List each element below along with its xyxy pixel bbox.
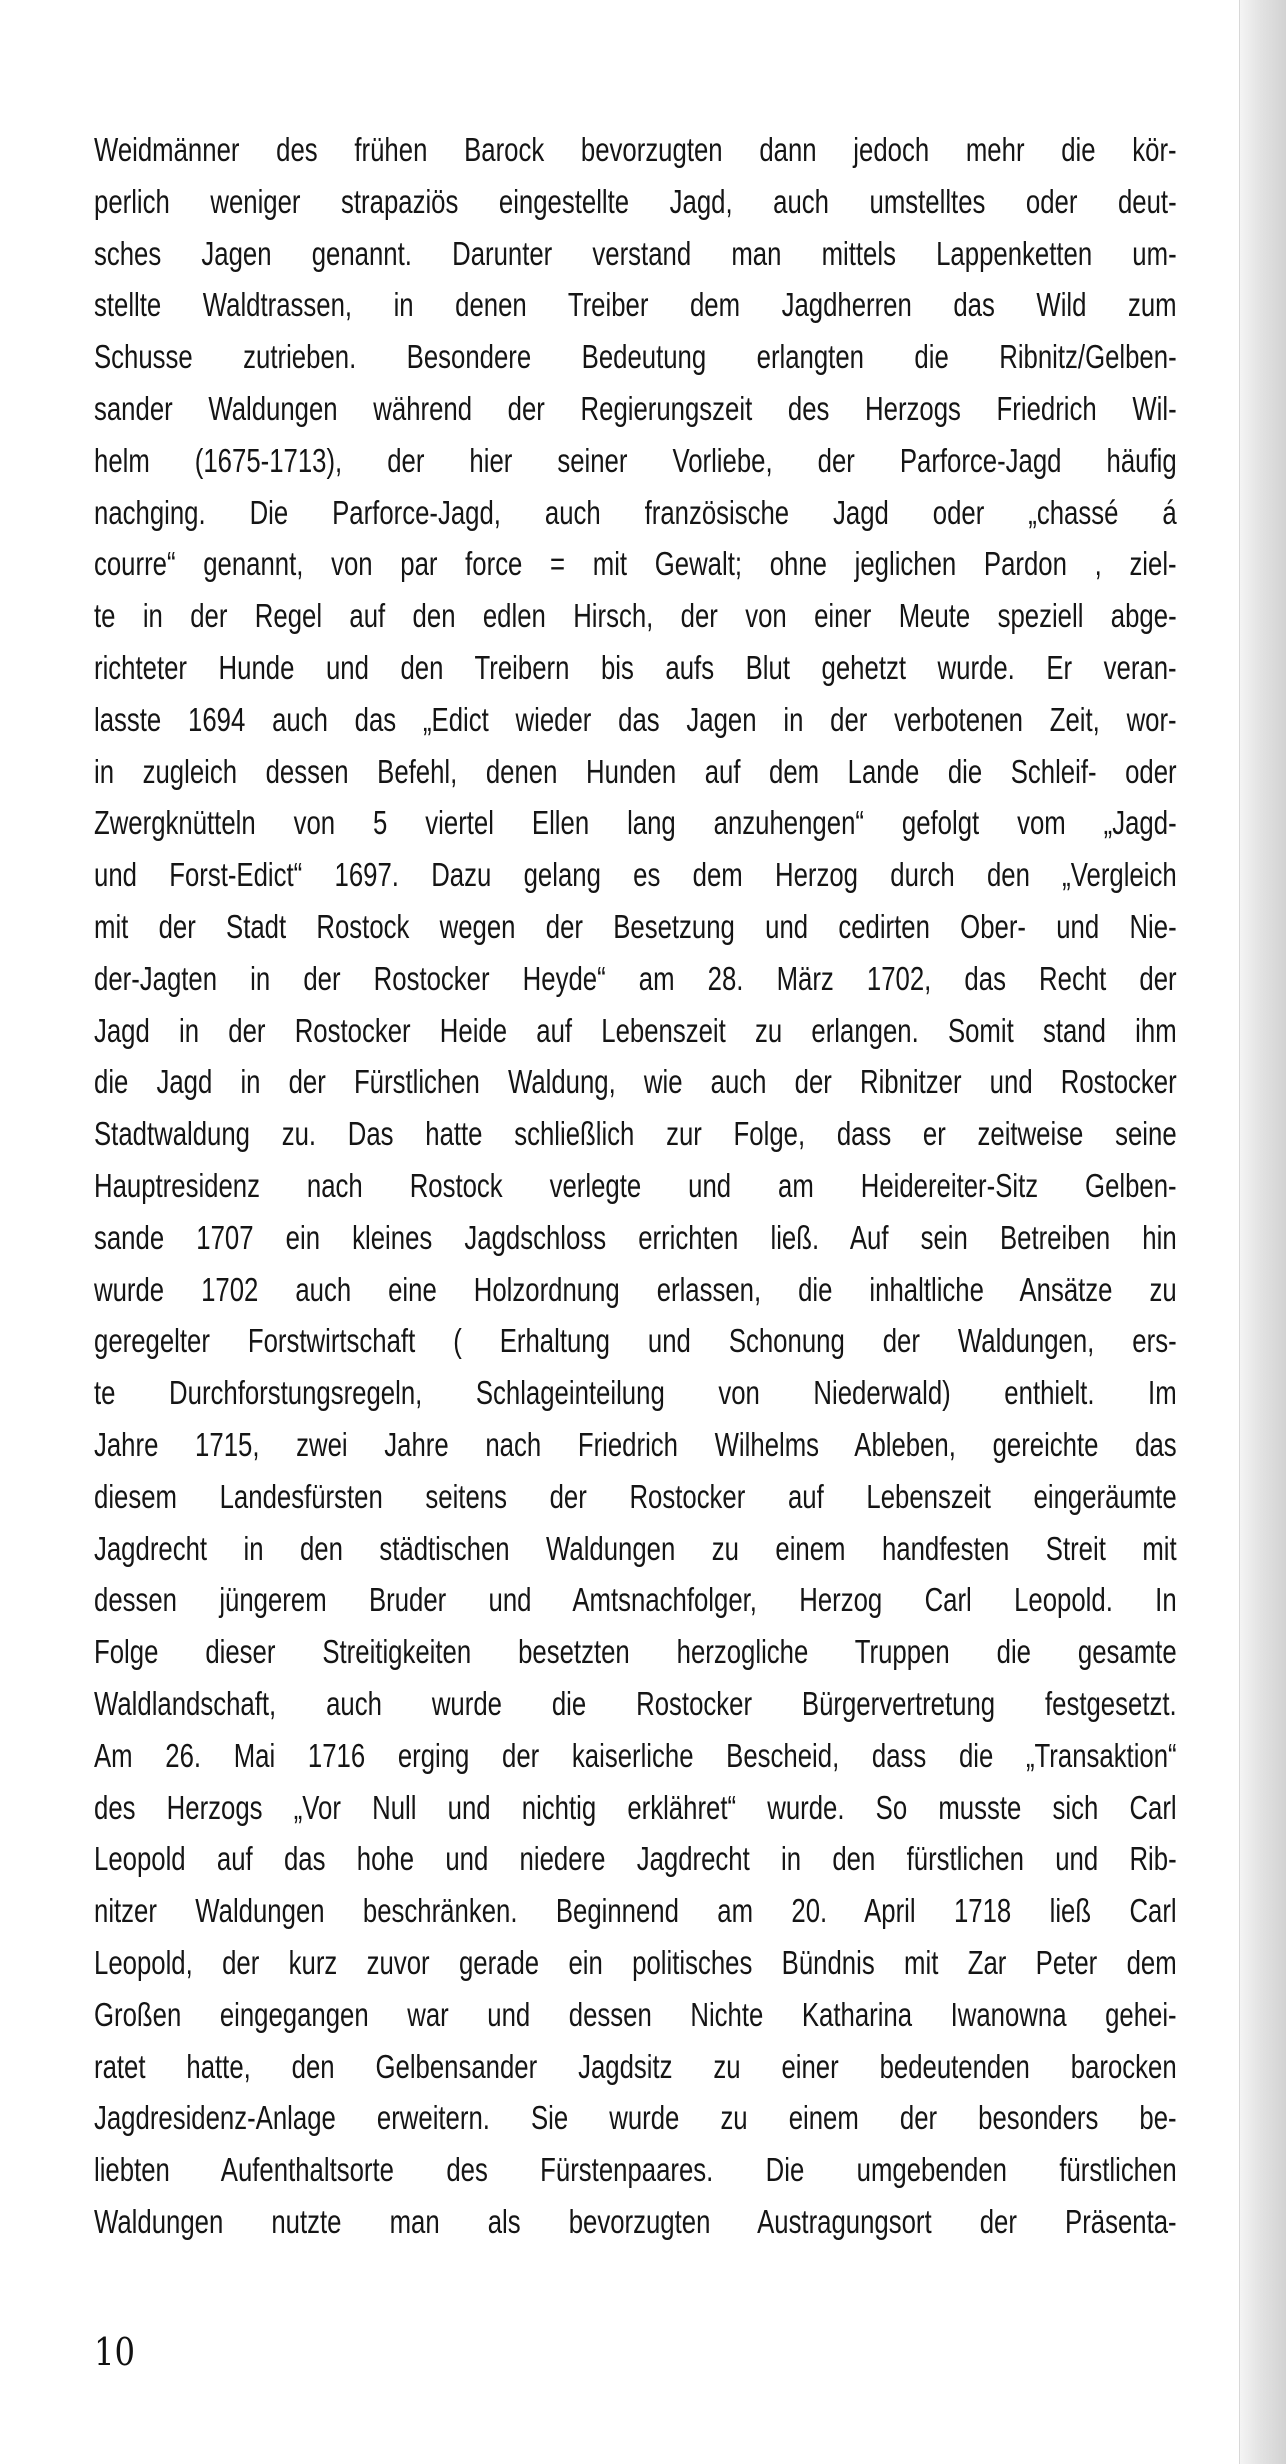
text-line xyxy=(94,383,1177,435)
text-line xyxy=(94,1212,1177,1264)
text-line-content: helm (1675-1713), der hier seiner Vorliebe, der Parforce-Jagd häufig xyxy=(94,441,1177,479)
text-line xyxy=(94,1989,1177,2041)
text-line-content: mit der Stadt Rostock wegen der Besetzung und cedirten Ober- und Nie- xyxy=(94,908,1177,945)
text-line-content: Jahre 1715, zwei Jahre nach Friedrich Wilhelms Ableben, gereichte das xyxy=(94,1426,1177,1463)
text-line xyxy=(94,1419,1177,1471)
text-line xyxy=(94,1005,1177,1057)
text-line xyxy=(94,1937,1177,1989)
text-line xyxy=(94,1056,1177,1108)
text-line-content: richteter Hunde und den Treibern bis aufs Blut gehetzt wurde. Er veran- xyxy=(94,649,1177,686)
text-line-content: wurde 1702 auch eine Holzordnung erlassen, die inhaltliche Ansätze zu xyxy=(94,1270,1177,1308)
text-line-content: die Jagd in der Fürstlichen Waldung, wie auch der Ribnitzer und Rostocker xyxy=(94,1063,1177,1101)
page-edge-shadow xyxy=(1239,0,1286,2464)
page-number: 10 xyxy=(94,2330,136,2374)
text-line-content: Großen eingegangen war und dessen Nichte Katharina Iwanowna gehei- xyxy=(94,1995,1177,2033)
text-line xyxy=(94,1833,1177,1885)
text-line-content: Waldungen nutzte man als bevorzugten Austragungsort der Präsenta- xyxy=(94,2203,1177,2240)
text-line xyxy=(94,2144,1177,2196)
text-line xyxy=(94,331,1177,383)
text-line-content: Jagdresidenz-Anlage erweitern. Sie wurde zu einem der besonders be- xyxy=(94,2099,1177,2137)
body-text xyxy=(94,0,1177,2300)
text-line xyxy=(94,1523,1177,1575)
text-line xyxy=(94,538,1177,590)
text-line-content: sches Jagen genannt. Darunter verstand man mittels Lappenketten um- xyxy=(94,234,1177,272)
text-line xyxy=(94,2092,1177,2144)
text-line xyxy=(94,1730,1177,1782)
text-line-content: des Herzogs „Vor Null und nichtig erklähret“ wurde. So musste sich Carl xyxy=(94,1788,1177,1826)
text-line-content: te in der Regel auf den edlen Hirsch, der von einer Meute speziell abge- xyxy=(94,597,1177,635)
text-line-content: diesem Landesfürsten seitens der Rostocker auf Lebenszeit eingeräumte xyxy=(94,1477,1177,1515)
text-line xyxy=(94,1264,1177,1316)
text-line xyxy=(94,2041,1177,2093)
text-line-content: Weidmänner des frühen Barock bevorzugten dann jedoch mehr die kör- xyxy=(94,131,1177,168)
text-line-content: te Durchforstungsregeln, Schlageinteilung von Niederwald) enthielt. Im xyxy=(94,1374,1177,1412)
text-line-content: Hauptresidenz nach Rostock verlegte und am Heidereiter-Sitz Gelben- xyxy=(94,1167,1177,1204)
text-line xyxy=(94,1160,1177,1212)
text-line-content: lasste 1694 auch das „Edict wieder das Jagen in der verbotenen Zeit, wor- xyxy=(94,700,1177,738)
text-line-content: nachging. Die Parforce-Jagd, auch französische Jagd oder „chassé á xyxy=(94,493,1177,531)
text-line-content: Waldlandschaft, auch wurde die Rostocker Bürgervertretung festgesetzt. xyxy=(94,1685,1177,1722)
text-line xyxy=(94,694,1177,746)
text-line-content: Jagd in der Rostocker Heide auf Lebenszeit zu erlangen. Somit stand ihm xyxy=(94,1011,1177,1049)
text-line xyxy=(94,1315,1177,1367)
text-line-content: der-Jagten in der Rostocker Heyde“ am 28. März 1702, das Recht der xyxy=(94,959,1177,997)
text-line xyxy=(94,1471,1177,1523)
text-line-content: perlich weniger strapaziös eingestellte Jagd, auch umstelltes oder deut- xyxy=(94,182,1177,220)
text-line-content: Jagdrecht in den städtischen Waldungen zu einem handfesten Streit mit xyxy=(94,1529,1177,1567)
text-line-content: ratet hatte, den Gelbensander Jagdsitz zu einer bedeutenden barocken xyxy=(94,2047,1177,2085)
text-line xyxy=(94,1626,1177,1678)
text-line xyxy=(94,642,1177,694)
text-line xyxy=(94,279,1177,331)
text-line-content: Zwergknütteln von 5 viertel Ellen lang anzuhengen“ gefolgt vom „Jagd- xyxy=(94,804,1177,842)
text-line-content: courre“ genannt, von par force = mit Gewalt; ohne jeglichen Pardon , ziel- xyxy=(94,545,1177,583)
text-line-content: und Forst-Edict“ 1697. Dazu gelang es dem Herzog durch den „Vergleich xyxy=(94,856,1177,894)
text-line-content: sander Waldungen während der Regierungszeit des Herzogs Friedrich Wil- xyxy=(94,390,1177,427)
text-line xyxy=(94,797,1177,849)
text-line xyxy=(94,1678,1177,1730)
text-line-content: Folge dieser Streitigkeiten besetzten herzogliche Truppen die gesamte xyxy=(94,1633,1177,1671)
text-line-content: geregelter Forstwirtschaft ( Erhaltung und Schonung der Waldungen, ers- xyxy=(94,1322,1177,1360)
text-line xyxy=(94,1108,1177,1160)
text-line xyxy=(94,1782,1177,1834)
text-line-content: in zugleich dessen Befehl, denen Hunden auf dem Lande die Schleif- oder xyxy=(94,752,1177,790)
text-line xyxy=(94,2196,1177,2248)
text-line-content: Leopold auf das hohe und niedere Jagdrecht in den fürstlichen und Rib- xyxy=(94,1840,1177,1878)
text-line xyxy=(94,435,1177,487)
text-line-content: dessen jüngerem Bruder und Amtsnachfolger, Herzog Carl Leopold. In xyxy=(94,1581,1177,1619)
text-line xyxy=(94,228,1177,280)
text-line xyxy=(94,124,1177,176)
text-line-content: stellte Waldtrassen, in denen Treiber dem Jagdherren das Wild zum xyxy=(94,286,1177,324)
text-line-content: Schusse zutrieben. Besondere Bedeutung erlangten die Ribnitz/Gelben- xyxy=(94,338,1177,376)
text-line-content: Stadtwaldung zu. Das hatte schließlich zur Folge, dass er zeitweise seine xyxy=(94,1115,1177,1153)
text-line-content: Leopold, der kurz zuvor gerade ein politisches Bündnis mit Zar Peter dem xyxy=(94,1944,1177,1981)
text-line xyxy=(94,849,1177,901)
text-line xyxy=(94,487,1177,539)
text-line xyxy=(94,590,1177,642)
text-line xyxy=(94,746,1177,798)
text-line-content: sande 1707 ein kleines Jagdschloss errichten ließ. Auf sein Betreiben hin xyxy=(94,1218,1177,1256)
text-line xyxy=(94,176,1177,228)
text-line-content: nitzer Waldungen beschränken. Beginnend am 20. April 1718 ließ Carl xyxy=(94,1892,1177,1930)
text-line xyxy=(94,1885,1177,1937)
text-line xyxy=(94,953,1177,1005)
text-line-content: liebten Aufenthaltsorte des Fürstenpaares. Die umgebenden fürstlichen xyxy=(94,2151,1177,2189)
text-line xyxy=(94,901,1177,953)
text-line xyxy=(94,1367,1177,1419)
text-line-content: Am 26. Mai 1716 erging der kaiserliche Bescheid, dass die „Transaktion“ xyxy=(94,1736,1177,1774)
text-line xyxy=(94,1574,1177,1626)
